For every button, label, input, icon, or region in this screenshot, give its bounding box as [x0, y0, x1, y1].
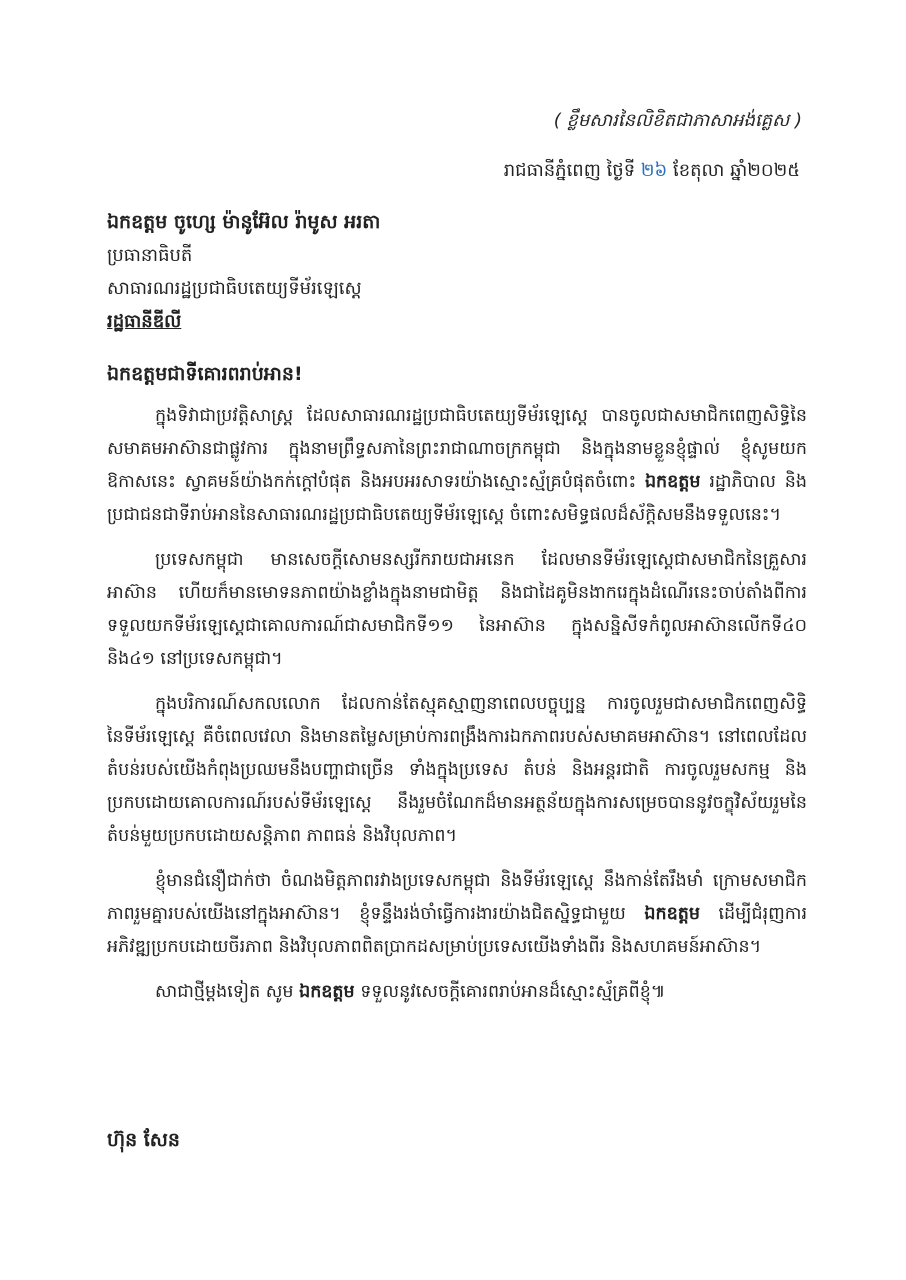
honorific: ឯកឧត្តម — [644, 904, 700, 924]
recipient-title: ប្រធានាធិបតី — [107, 245, 193, 266]
paragraph-text: ក្នុងទិវាជាប្រវត្តិសាស្ត្រ ដែលសាធារណរដ្ឋប្រជាធិបតេយ្យទីម័រឡេស្តេ បានចូលជាសមាជិកពេញសិទ្ធិនៃសមាគមអាស៊ានជាផ្លូវការ ក្នុងនាមព្រឹទ្ធសភានៃព្រះរាជាណាចក្រកម្ពុជា និងក្នុងនាមខ្លួនខ្ញុំផ្ទាល់ ខ្ញុំសូមយកឱកាសនេះ ស្វាគមន៍យ៉ាងកក់ក្ដៅបំផុត និងអបអរសាទរយ៉ាងស្មោះស្ម័គ្របំផុតចំពោះ — [107, 406, 807, 492]
signature-name: ហ៊ុន សែន — [107, 1129, 180, 1151]
dateline — [504, 158, 800, 185]
paragraph-1 — [107, 400, 807, 532]
letter-body — [107, 400, 807, 1021]
honorific: ឯកឧត្តម — [644, 472, 701, 492]
paragraph-text: សាជាថ្មីម្តងទៀត សូម — [155, 982, 300, 1002]
recipient-name: ឯកឧត្តម ចូហ្សេ ម៉ានូអ៊ែល រ៉ាមូស អរតា — [107, 211, 381, 233]
english-version-note: ( ខ្លឹមសារនៃលិខិតជាភាសាអង់គ្លេស ) — [553, 110, 802, 131]
paragraph-3: ក្នុងបរិការណ៍សកលលោក ដែលកាន់តែស្មុគស្មាញនាពេលបច្ចុប្បន្ន ការចូលរួមជាសមាជិកពេញសិទ្ធិនៃទីម័រឡេស្តេ គឺចំពេលវេលា និងមានតម្លៃសម្រាប់ការពង្រឹងការឯកភាពរបស់សមាគមអាស៊ាន។ នៅពេលដែលតំបន់របស់យើងកំពុងប្រឈមនឹងបញ្ហាជាច្រើន ទាំងក្នុងប្រទេស តំបន់ និងអន្តរជាតិ ការចូលរួមសកម្ម និងប្រកបដោយគោលការណ៍របស់ទីម័រឡេស្តេ នឹងរួមចំណែកដ៏មានអត្ថន័យក្នុងការសម្រេចបាននូវចក្ខុវិស័យរួមនៃតំបន់មួយប្រកបដោយសន្តិភាព ភាពធន់ និងវិបុលភាព។ — [107, 694, 807, 846]
paragraph-text: ខ្ញុំមានជំនឿជាក់ថា ចំណងមិត្តភាពរវាងប្រទេសកម្ពុជា និងទីម័រឡេស្តេ នឹងកាន់តែរឹងមាំ ក្រោមសមាជិកភាពរួមគ្នារបស់យើងនៅក្នុងអាស៊ាន។ ខ្ញុំទន្ទឹងរង់ចាំធ្វើការងារយ៉ាងជិតស្និទ្ធជាមួយ — [107, 871, 807, 924]
recipient-block — [107, 206, 807, 338]
paragraph-text: ដើម្បីជំរុញការអភិវឌ្ឍប្រកបដោយចីរភាព និងវិបុលភាពពិតប្រាកដសម្រាប់ប្រទេសយើងទាំងពីរ និងសហគមន៍អាស៊ាន។ — [107, 904, 807, 957]
salutation: ឯកឧត្តមជាទីគោរពរាប់អាន! — [107, 363, 303, 385]
paragraph-text: ទទួលនូវសេចក្តីគោរពរាប់អានដ៏ស្មោះស្ម័គ្រពីខ្ញុំ៕ — [354, 982, 666, 1002]
paragraph-5 — [107, 976, 807, 1009]
recipient-country: សាធារណរដ្ឋប្រជាធិបតេយ្យទីម័រឡេស្តេ — [107, 278, 362, 299]
dateline-day: ២៦ — [640, 160, 668, 181]
paragraph-2: ប្រទេសកម្ពុជា មានសេចក្តីសោមនស្សរីករាយជាអនេក ដែលមានទីម័រឡេស្តេជាសមាជិកនៃគ្រួសារអាស៊ាន ហើយក៏មានមោទនភាពយ៉ាងខ្លាំងក្នុងនាមជាមិត្ត និងជាដៃគូមិនងាករេក្នុងដំណើរនេះចាប់តាំងពីការទទួលយកទីម័រឡេស្តេជាគោលការណ៍ជាសមាជិកទី១១ នៃអាស៊ាន ក្នុងសន្និសីទកំពូលអាស៊ានលើកទី៤០ និង៤១ នៅប្រទេសកម្ពុជា។ — [107, 550, 807, 669]
honorific: ឯកឧត្តម — [299, 982, 355, 1002]
dateline-prefix: រាជធានីភ្នំពេញ ថ្ងៃទី — [503, 160, 641, 181]
dateline-suffix: ខែតុលា ឆ្នាំ២០២៥ — [667, 160, 800, 181]
paragraph-4 — [107, 865, 807, 964]
recipient-city: រដ្ឋធានីឌីលី — [107, 311, 182, 332]
paragraph-text: រដ្ឋាភិបាល និងប្រជាជនជាទីរាប់អាននៃសាធារណរដ្ឋប្រជាធិបតេយ្យទីម័រឡេស្តេ ចំពោះសមិទ្ធផលដ៏ស័ក្តិសមនឹងទទួលនេះ។ — [107, 472, 807, 525]
